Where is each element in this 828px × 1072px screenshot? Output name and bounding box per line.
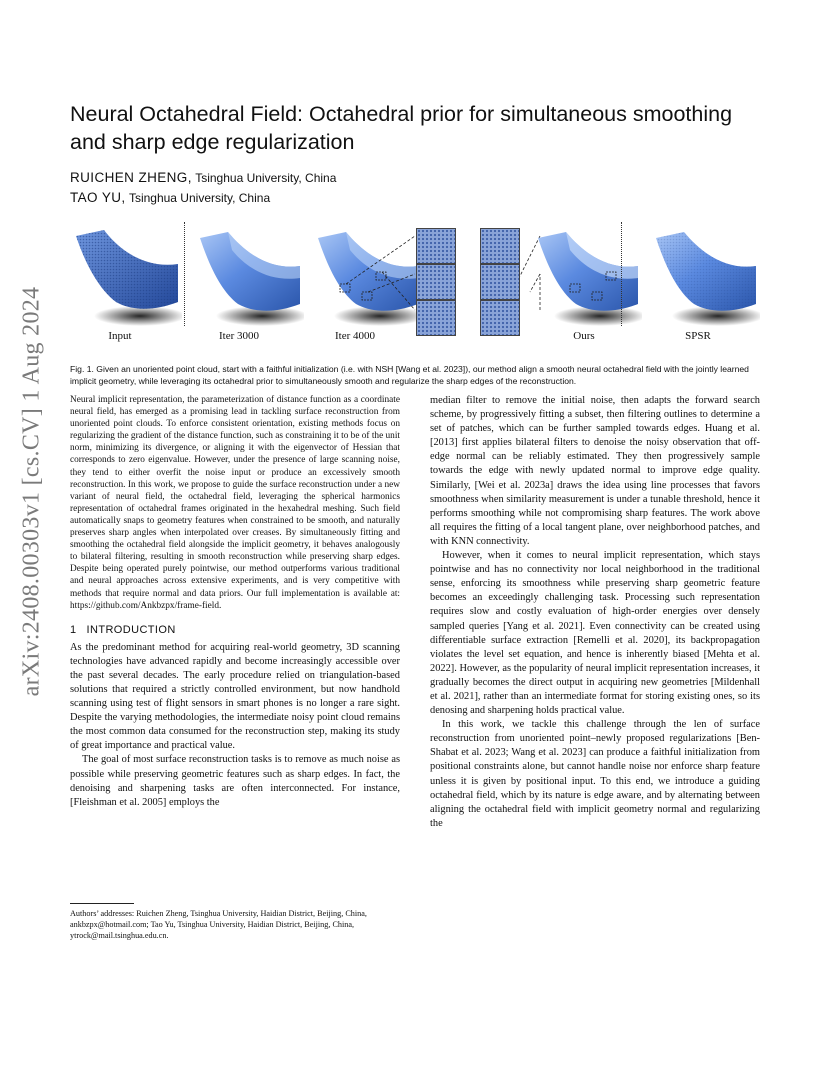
- panel-label: Iter 3000: [218, 330, 259, 342]
- arxiv-identifier-stamp: [8, 256, 56, 726]
- author-line: TAO YU, Tsinghua University, China: [70, 190, 271, 205]
- spsr-render: [648, 226, 760, 326]
- section-heading: [70, 624, 400, 636]
- left-column: [70, 394, 400, 810]
- author-affiliation: Tsinghua University, China: [128, 191, 271, 205]
- zoom-inset: [416, 228, 456, 264]
- footnote-rule: [70, 903, 134, 904]
- iter-3000-render: [192, 226, 304, 326]
- abstract: Neural implicit representation, the parameterization of distance function as a coordinate neural field, has emerged as a promising lead in tackling surface reconstruction from unoriented point clouds. To enforce consistent orientation, existing methods focus on regularizing the gradient of the distance function, such as constraining it to be of the unit norm, minimizing its divergence, or aligning it with the eigenvector of Hessian that corresponds to zero eigenvalue. However, under the presence of large scanning noise, they tend to either overfit the noise input or produce an excessively smooth reconstruction. In this work, we propose to guide the surface reconstruction under a new variant of neural field, the octahedral field, leveraging the spherical harmonics representation of octahedral frames originated in the hexahedral meshing. Such field automatically snaps to geometry features when constrained to be smooth, and naturally preserves sharp angles when interpolated over creases. By simultaneously fitting and smoothing the octahedral field alongside the implicit geometry, it behaves analogously to bilateral filtering, resulting in smooth reconstruction while preserving sharp edges. Despite being operated purely pointwise, our method outperforms various traditional and neural approaches across extensive experiments, and is very competitive with methods that require normal and data priors. Our full implementation is available at: https://github.com/Ankbzpx/frame-field.: [70, 395, 400, 611]
- ours-render: [530, 226, 642, 326]
- authors-address-footnote: Authors’ addresses: Ruichen Zheng, Tsinghua University, Haidian District, Beijing, China, ankbzpx@hotmail.com; Tao Yu, Tsinghua University, Haidian District, Beijing, China, ytrock@mail.tsinghua.edu.cn.: [70, 909, 367, 940]
- teaser-figure: [70, 222, 760, 352]
- zoom-inset: [480, 300, 520, 336]
- panel-label: Input: [108, 330, 132, 342]
- panel-label: Iter 4000: [334, 330, 375, 342]
- body-paragraph: The goal of most surface reconstruction tasks is to remove as much noise as possible while preserving geometric features such as sharp edges. In fact, the denoising and sharpening tasks are often interconnected. For instance, [Fleishman et al. 2005] employs the: [70, 754, 400, 808]
- body-paragraph: As the predominant method for acquiring real-world geometry, 3D scanning technologies have advanced rapidly and become increasingly accessible over the past several decades. The early procedure relied on triangulation-based solutions that required a strictly controlled environment, but now handhold scanning using test of flight sensors in smart phones is no longer a rare sight. Despite the varying methodologies, the intermediate noisy point cloud remains the most common data consumed for the reconstruction step, making its study of great importance and practical value.: [70, 641, 400, 752]
- body-paragraph: median filter to remove the initial noise, then adapts the forward search scheme, by progressively fitting a subset, then filtering outlines to determine a set of patches, which can be further sampled towards edges. Huang et al. [2013] first applies bilateral filters to denoise the noisy observation that off-edge normal can be reliably estimated. They then progressively sample towards the edge with newly updated normal to improve edge quality. Similarly, [Wei et al. 2023a] draws the idea using line processes that favors smoothness when similarity measurement is under a tunable threshold, hence it performs smoothing while not compromising sharp features. The work above all requires the fitting of a local tangent plane, over neighborhood patches, and with KNN connectivity.: [430, 395, 760, 547]
- section-number: 1: [70, 623, 77, 636]
- paper-title: Neural Octahedral Field: Octahedral prior for simultaneous smoothing and sharp edge regularization: [70, 102, 733, 154]
- zoom-inset: [416, 264, 456, 300]
- body-paragraph: In this work, we tackle this challenge through the len of surface reconstruction from unoriented point–newly proposed regularizations [Ben-Shabat et al. 2023; Wang et al. 2023] can produce a faithful initialization from positional constraints alone, but cannot handle noise nor enforce sharp feature unless it is given by positional input. To this end, we introduce a guiding octahedral field, which by its nature is edge aware, and by alternating between aligning the octahedral field with implicit geometry normal and regularizing the: [430, 719, 760, 829]
- arxiv-identifier-text: arXiv:2408.00303v1 [cs.CV] 1 Aug 2024: [18, 286, 45, 696]
- author-name: RUICHEN ZHENG: [70, 170, 188, 185]
- author-affiliation: Tsinghua University, China: [195, 171, 337, 185]
- author-list: [70, 168, 570, 208]
- author-name: TAO YU: [70, 190, 122, 205]
- panel-divider: [621, 222, 622, 326]
- section-title: INTRODUCTION: [86, 623, 176, 636]
- panel-label: Ours: [573, 330, 595, 342]
- figure-caption: Fig. 1. Given an unoriented point cloud, start with a faithful initialization (i.e. with NSH [Wang et al. 2023]), our method align a smooth neural octahedral field with the jointly learned implicit geometry, while leveraging its octahedral prior to simultaneously smooth and regularize the sharp edges of the reconstruction.: [70, 364, 749, 386]
- panel-label: SPSR: [685, 330, 711, 342]
- input-point-cloud-render: [70, 226, 182, 326]
- zoom-inset: [416, 300, 456, 336]
- panel-divider: [184, 222, 185, 326]
- right-column: [430, 394, 760, 831]
- body-paragraph: However, when it comes to neural implicit representation, which stays pointwise and has no connectivity nor local neighborhood in the traditional sense, enforcing its smoothness while preserving sharp geometric feature becomes an exceedingly challenging task. Processing such representation requires slow and costly evaluation of high-order energies over densely sampled queries [Yang et al. 2021]. Even connectivity can be created using differentiable surface extraction [Remelli et al. 2020], its backpropagation violates the level set equation, and hence is inherently biased [Mehta et al. 2022]. However, as the popularity of neural implicit representation increases, it gradually becomes the direct output in acquiring new geometries [Mildenhall et al. 2021], rather than an intermediate format for storing existing ones, so its denosing and sharpening holds practical value.: [430, 550, 760, 717]
- zoom-inset: [480, 264, 520, 300]
- author-line: RUICHEN ZHENG, Tsinghua University, China: [70, 170, 337, 185]
- zoom-inset: [480, 228, 520, 264]
